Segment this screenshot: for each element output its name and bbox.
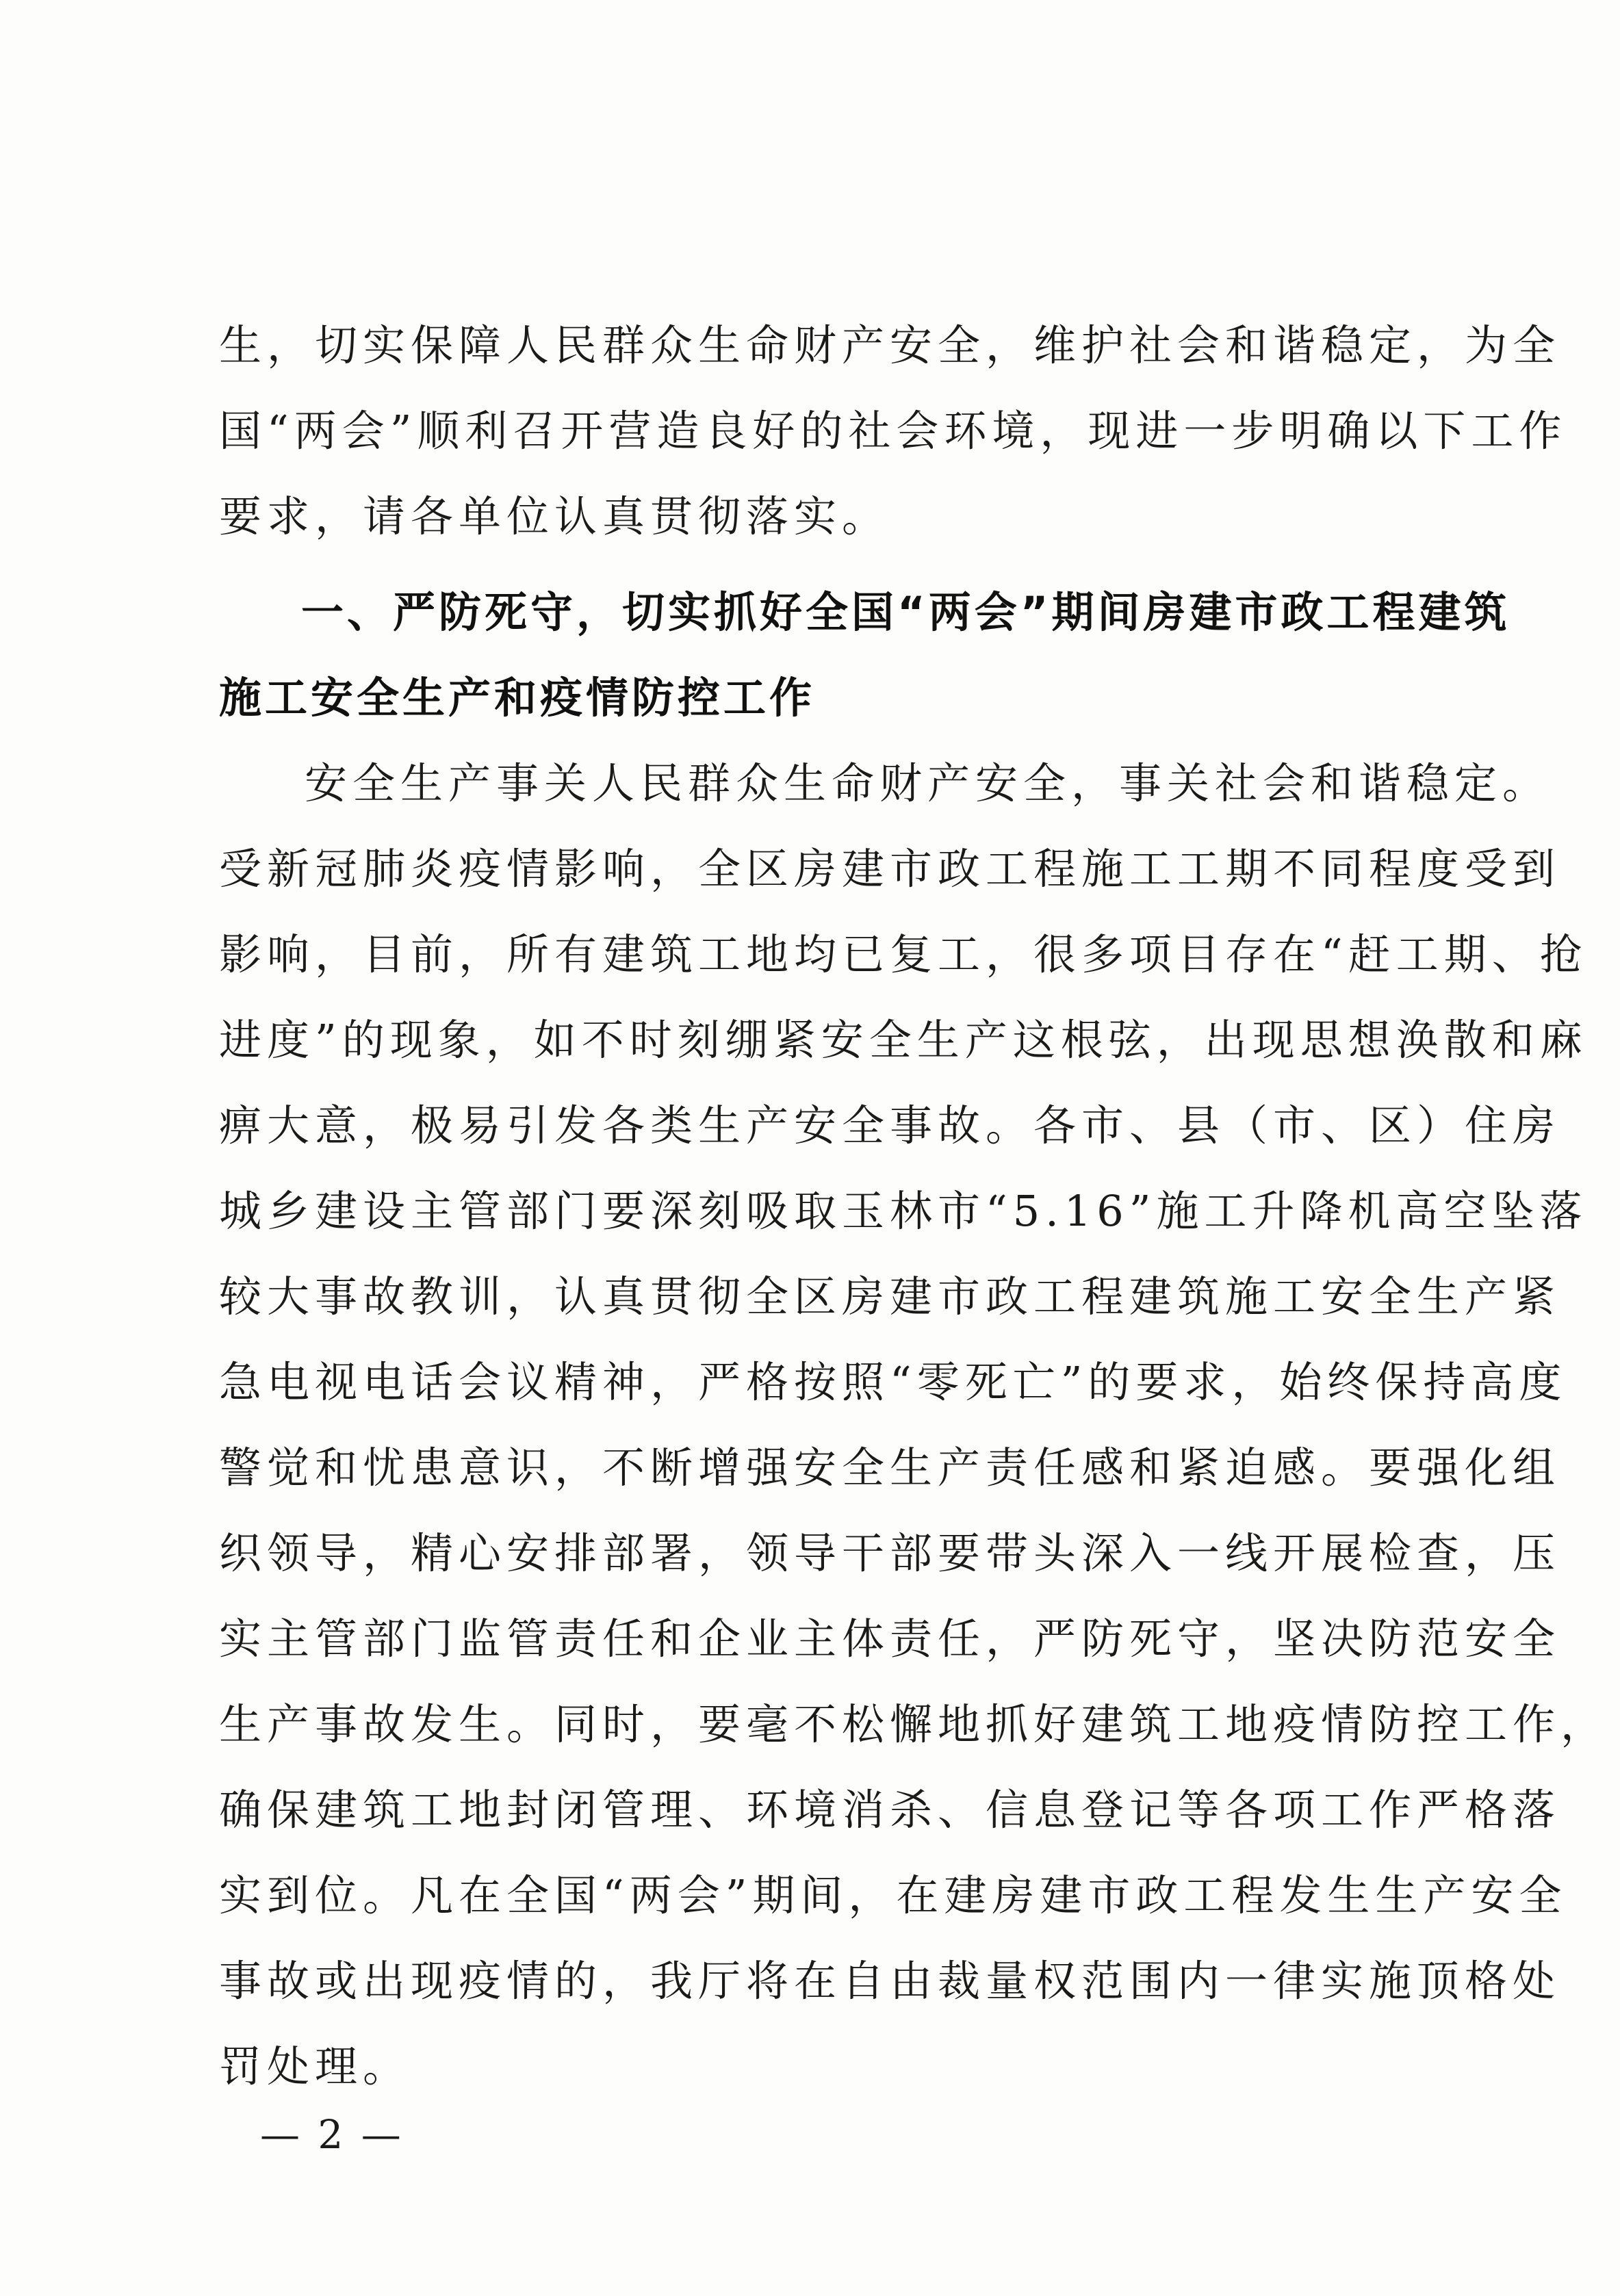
paragraph-line-4: 进度”的现象，如不时刻绷紧安全生产这根弦，出现思想涣散和麻 [219,1015,1588,1065]
paragraph-line-9: 警觉和忧患意识，不断增强安全生产责任感和紧迫感。要强化组 [219,1443,1561,1493]
paragraph-line-3: 影响，目前，所有建筑工地均已复工，很多项目存在“赶工期、抢 [219,929,1588,979]
heading-line-1: 一、严防死守，切实抓好全国“两会”期间房建市政工程建筑 [301,587,1510,637]
paragraph-line-12: 生产事故发生。同时，要毫不松懈地抓好建筑工地疫情防控工作， [219,1699,1609,1749]
paragraph-line-11: 实主管部门监管责任和企业主体责任，严防死守，坚决防范安全 [219,1614,1561,1664]
heading-line-2: 施工安全生产和疫情防控工作 [219,673,816,723]
page-number: — 2 — [260,2111,404,2158]
paragraph-line-7: 较大事故教训，认真贯彻全区房建市政工程建筑施工安全生产紧 [219,1272,1561,1321]
paragraph-line-2: 受新冠肺炎疫情影响，全区房建市政工程施工工期不同程度受到 [219,844,1561,894]
paragraph-line-16: 罚处理。 [219,2041,411,2091]
section-heading [219,578,1510,729]
paragraph-line-8: 急电视电话会议精神，严格按照“零死亡”的要求，始终保持高度 [219,1357,1567,1407]
paragraph-line-14: 实到位。凡在全国“两会”期间，在建房建市政工程发生生产安全 [219,1870,1567,1920]
intro-line-3: 要求，请各单位认真贯彻落实。 [219,491,890,541]
paragraph-line-13: 确保建筑工地封闭管理、环境消杀、信息登记等各项工作严格落 [219,1785,1561,1835]
paragraph-line-15: 事故或出现疫情的，我厅将在自由裁量权范围内一律实施顶格处 [219,1956,1561,2006]
intro-line-2: 国“两会”顺利召开营造良好的社会环境，现进一步明确以下工作 [219,406,1567,456]
paragraph-line-10: 织领导，精心安排部署，领导干部要带头深入一线开展检查，压 [219,1528,1561,1578]
intro-paragraph [219,311,1567,558]
paragraph-line-5: 痹大意，极易引发各类生产安全事故。各市、县（市、区）住房 [219,1100,1561,1150]
main-paragraph [219,749,1609,2091]
paragraph-line-6: 城乡建设主管部门要深刻吸取玉林市“5.16”施工升降机高空坠落 [219,1186,1588,1236]
intro-line-1: 生，切实保障人民群众生命财产安全，维护社会和谐稳定，为全 [219,320,1561,370]
paragraph-line-1: 安全生产事关人民群众生命财产安全，事关社会和谐稳定。 [305,758,1551,808]
